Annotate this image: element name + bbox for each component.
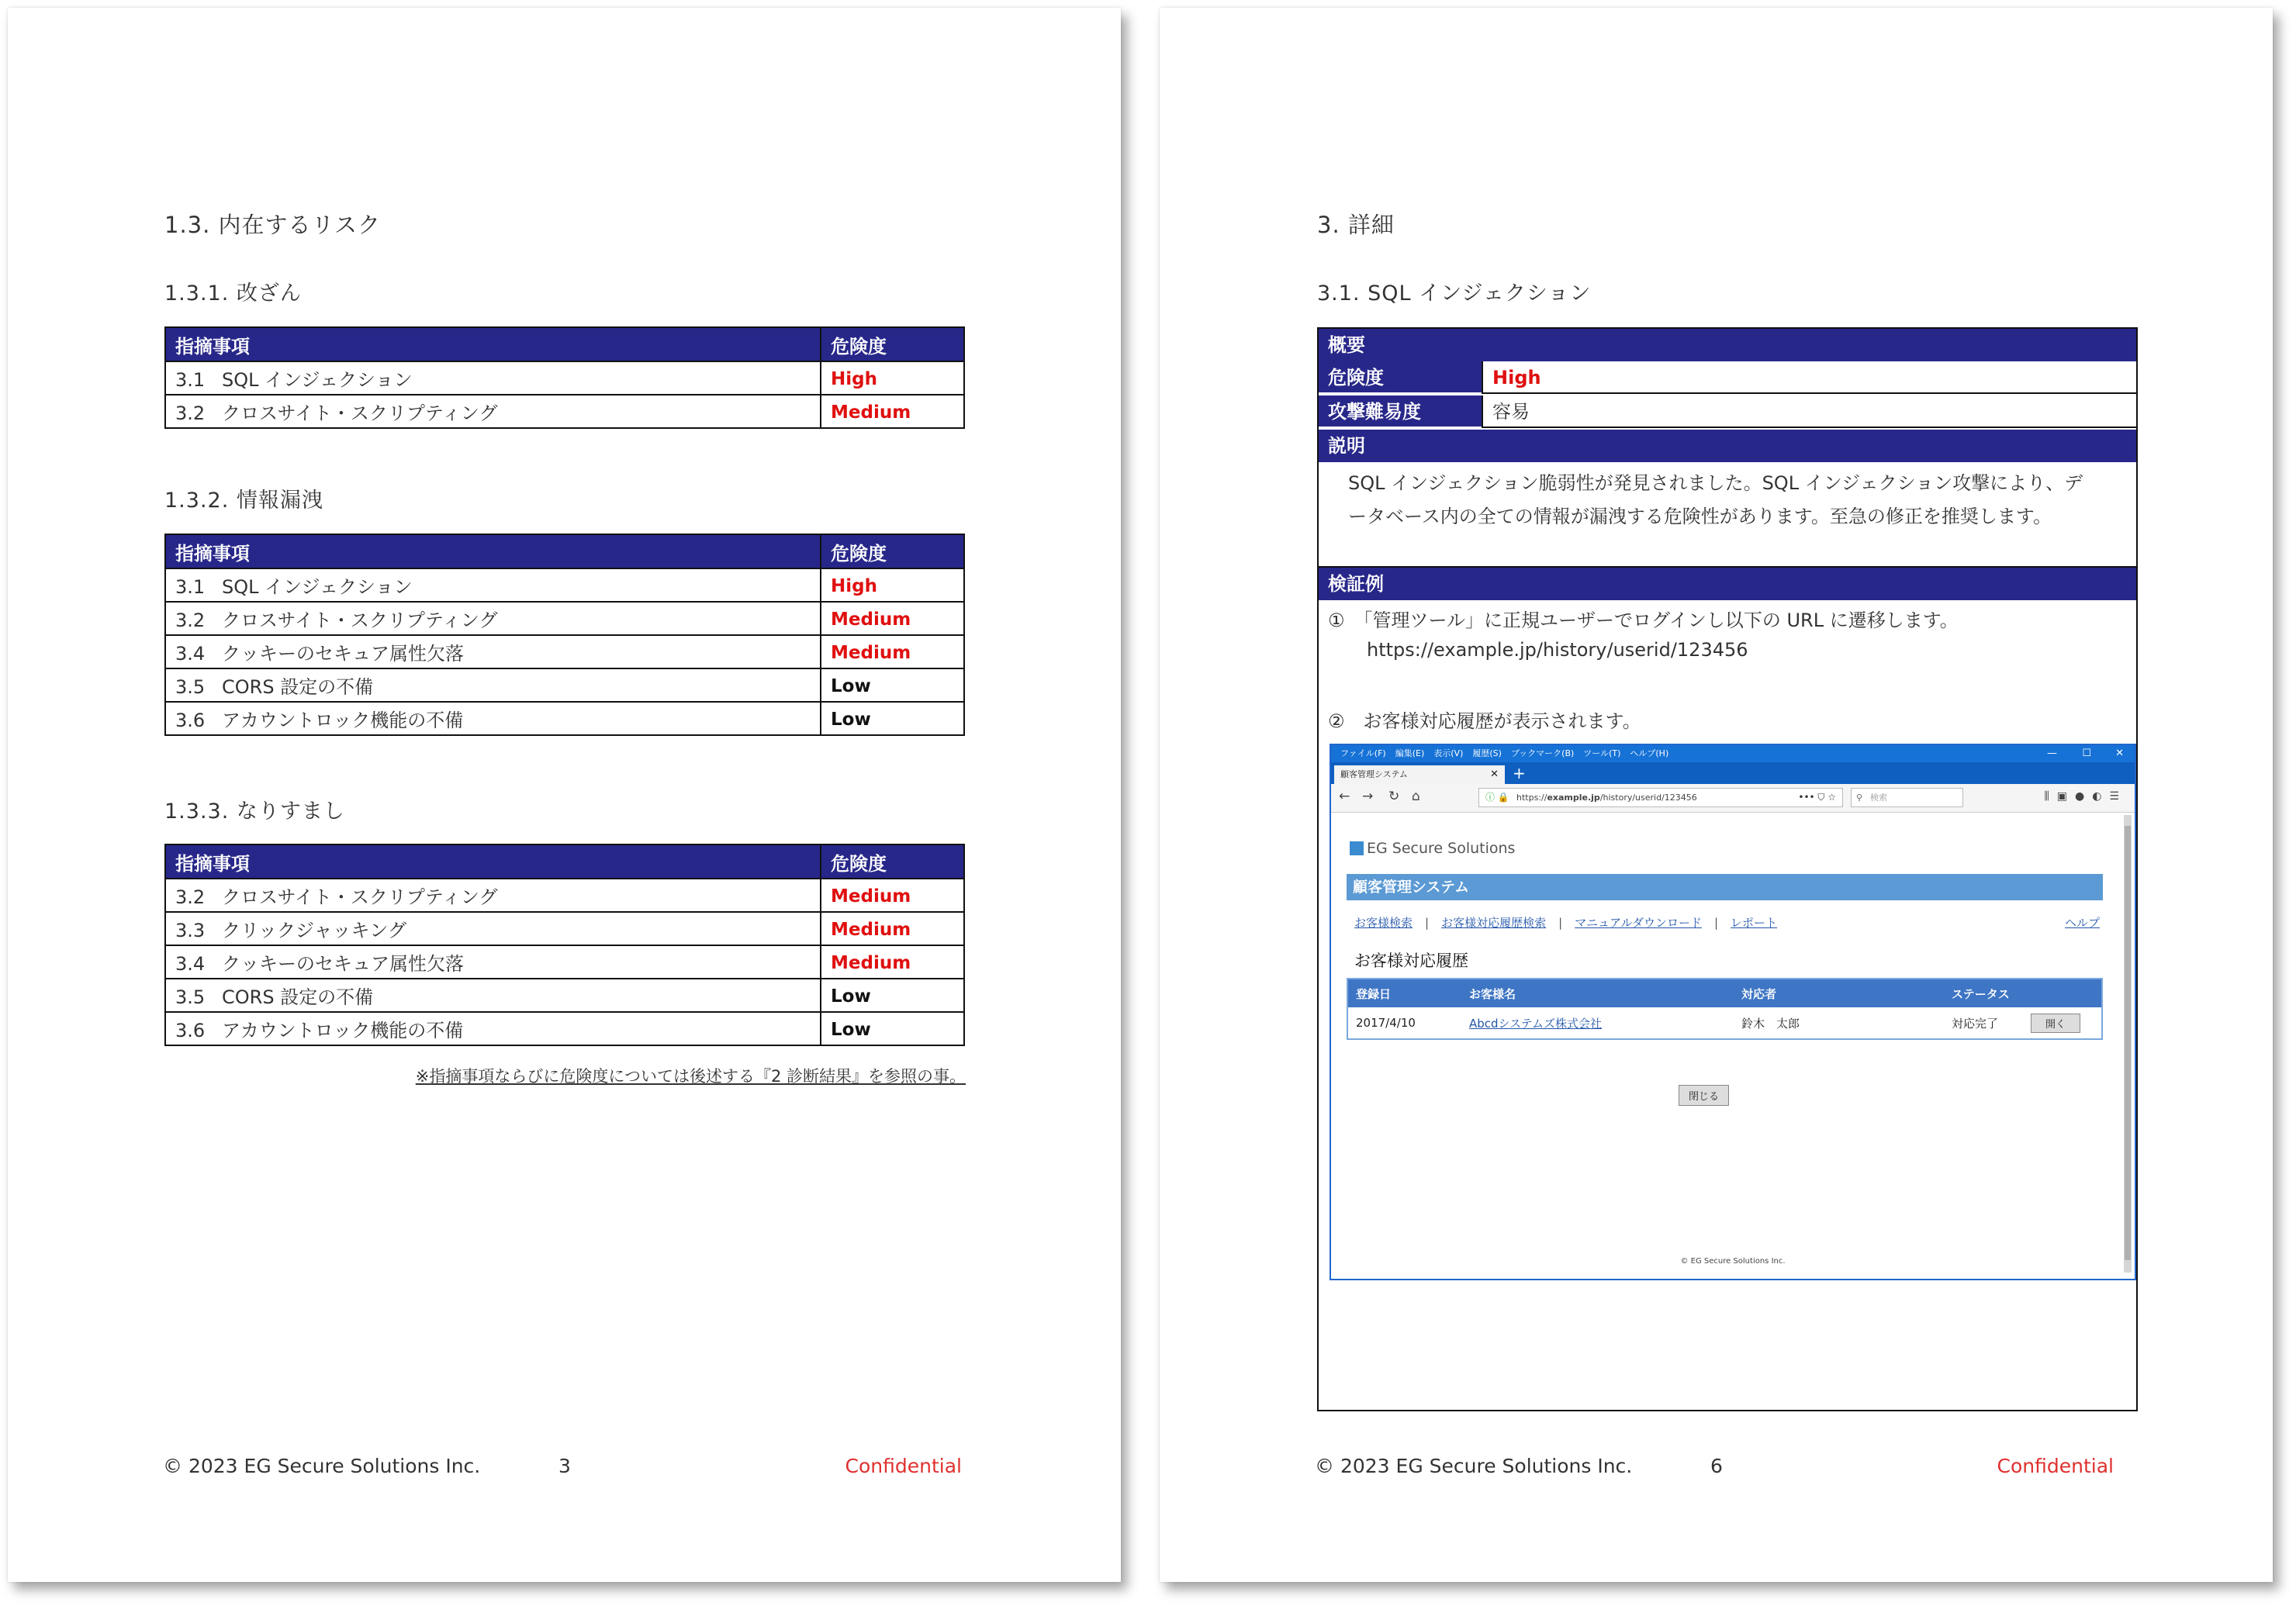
table-header-row <box>165 534 964 568</box>
help-link[interactable]: ヘルプ <box>2064 916 2100 930</box>
header-status: ステータス <box>1944 979 2023 1007</box>
table-row <box>165 361 964 395</box>
finding-number: 3.2 <box>175 610 206 631</box>
forward-icon[interactable]: → <box>1362 789 1374 804</box>
group-title-spoofing: 1.3.3. なりすまし <box>164 800 345 824</box>
finding-number: 3.5 <box>175 986 206 1008</box>
finding-cell <box>165 1012 821 1045</box>
browser-titlebar <box>1331 745 2135 762</box>
link-history-search[interactable]: お客様対応履歴検索 <box>1441 916 1547 930</box>
app-footer: © EG Secure Solutions Inc. <box>1680 1257 1786 1266</box>
table-row <box>165 945 964 979</box>
risk-table-tampering <box>164 326 965 429</box>
table-row <box>165 395 964 428</box>
maximize-icon[interactable]: ☐ <box>2082 748 2091 759</box>
severity-label: 危険度 <box>1319 361 1482 394</box>
browser-menu-item[interactable]: ファイル(F) <box>1340 748 1386 758</box>
table-row <box>165 668 964 702</box>
minimize-icon[interactable]: — <box>2047 748 2057 759</box>
company-logo <box>1350 840 1515 857</box>
severity-badge: Low <box>831 1019 871 1040</box>
finding-cell <box>165 635 821 668</box>
url-host: example.jp <box>1547 793 1600 803</box>
finding-label: クロスサイト・スクリプティング <box>222 402 498 424</box>
header-severity: 危険度 <box>821 844 964 879</box>
close-window-icon[interactable]: ✕ <box>2115 748 2124 759</box>
finding-cell <box>165 979 821 1012</box>
detail-box <box>1317 327 2138 1411</box>
step-1-url: https://example.jp/history/userid/123456 <box>1367 639 1748 661</box>
history-table <box>1347 978 2103 1040</box>
history-table-header <box>1347 979 2102 1007</box>
severity-cell <box>821 635 964 668</box>
logo-text: EG Secure Solutions <box>1367 840 1516 857</box>
subsection-title: 3.1. SQL インジェクション <box>1317 281 1592 306</box>
finding-cell <box>165 395 821 428</box>
severity-badge: Low <box>831 675 871 696</box>
link-manual-download[interactable]: マニュアルダウンロード <box>1575 916 1702 930</box>
table-row <box>165 979 964 1012</box>
lock-icon: ⓘ 🔒 <box>1485 792 1509 803</box>
app-nav-links <box>1354 914 1777 931</box>
severity-badge: Medium <box>831 952 911 973</box>
finding-label: クロスサイト・スクリプティング <box>222 886 498 908</box>
finding-label: クッキーのセキュア属性欠落 <box>222 953 464 975</box>
description-line-1: SQL インジェクション脆弱性が発見されました。SQL インジェクション攻撃により、デ <box>1348 472 2083 494</box>
section-title: 1.3. 内在するリスク <box>164 212 381 238</box>
severity-cell <box>821 395 964 428</box>
step-2-text: ② お客様対応履歴が表示されます。 <box>1328 710 1641 732</box>
description-header: 説明 <box>1319 430 2136 462</box>
finding-label: クリックジャッキング <box>222 920 406 941</box>
difficulty-value: 容易 <box>1482 395 2136 428</box>
close-button[interactable]: 閉じる <box>1679 1085 1729 1106</box>
severity-cell <box>821 602 964 635</box>
browser-menu-item[interactable]: 編集(E) <box>1395 748 1425 758</box>
finding-cell <box>165 912 821 945</box>
group-title-tampering: 1.3.1. 改ざん <box>164 281 302 306</box>
browser-menu-item[interactable]: ヘルプ(H) <box>1630 748 1669 758</box>
finding-cell <box>165 568 821 602</box>
browser-navbar <box>1331 784 2135 813</box>
table-row <box>1347 1007 2102 1039</box>
finding-label: アカウントロック機能の不備 <box>222 1020 464 1041</box>
url-bar[interactable] <box>1478 788 1843 807</box>
url-path: /history/userid/123456 <box>1599 793 1697 803</box>
finding-number: 3.4 <box>175 643 206 665</box>
reference-note: ※指摘事項ならびに危険度については後述する『2 診断結果』を参照の事。 <box>415 1067 966 1086</box>
row-customer-link[interactable]: Abcdシステムズ株式会社 <box>1469 1016 1603 1031</box>
finding-number: 3.2 <box>175 402 206 424</box>
severity-cell <box>821 668 964 702</box>
row-date: 2017/4/10 <box>1356 1016 1416 1030</box>
finding-label: CORS 設定の不備 <box>222 986 374 1008</box>
finding-cell <box>165 361 821 395</box>
finding-label: クロスサイト・スクリプティング <box>222 610 498 631</box>
browser-screenshot <box>1330 744 2136 1280</box>
finding-cell <box>165 945 821 979</box>
section-title: 3. 詳細 <box>1317 212 1395 238</box>
verification-header: 検証例 <box>1319 566 2136 600</box>
severity-badge: Medium <box>831 919 911 940</box>
risk-table-spoofing <box>164 844 965 1046</box>
footer-copyright: © 2023 EG Secure Solutions Inc. <box>163 1455 481 1477</box>
footer-copyright: © 2023 EG Secure Solutions Inc. <box>1315 1455 1633 1477</box>
severity-cell <box>821 912 964 945</box>
new-tab-icon[interactable]: + <box>1513 764 1526 782</box>
header-finding: 指摘事項 <box>165 844 821 879</box>
browser-tab[interactable] <box>1334 765 1505 784</box>
severity-cell <box>821 879 964 912</box>
header-date: 登録日 <box>1347 979 1461 1007</box>
footer-page-number: 3 <box>558 1455 571 1477</box>
severity-badge: Low <box>831 986 871 1007</box>
finding-number: 3.2 <box>175 886 206 908</box>
footer-confidential: Confidential <box>1997 1455 2114 1477</box>
table-row <box>165 635 964 668</box>
document-page-left <box>8 8 1121 1582</box>
footer-confidential: Confidential <box>845 1455 962 1477</box>
tab-close-icon[interactable]: ✕ <box>1490 768 1499 780</box>
row-staff: 鈴木 太郎 <box>1741 1016 1800 1031</box>
finding-number: 3.5 <box>175 676 206 698</box>
header-finding: 指摘事項 <box>165 534 821 568</box>
finding-label: アカウントロック機能の不備 <box>222 710 464 731</box>
severity-cell <box>821 361 964 395</box>
severity-badge: Low <box>831 709 871 730</box>
link-separator: | <box>1713 916 1719 930</box>
document-page-right <box>1160 8 2273 1582</box>
severity-cell <box>821 568 964 602</box>
url-prefix: https:// <box>1516 793 1547 803</box>
finding-number: 3.1 <box>175 369 206 391</box>
browser-menu-item[interactable]: ツール(T) <box>1583 748 1621 758</box>
table-row <box>165 912 964 945</box>
severity-badge: Medium <box>831 642 911 663</box>
logo-mark-icon <box>1350 841 1364 855</box>
severity-badge: Medium <box>831 609 911 630</box>
search-placeholder: 検索 <box>1870 793 1887 803</box>
severity-cell <box>821 945 964 979</box>
table-row <box>165 602 964 635</box>
overview-header: 概要 <box>1319 329 2136 361</box>
severity-cell <box>821 702 964 735</box>
header-customer: お客様名 <box>1461 979 1734 1007</box>
header-staff: 対応者 <box>1734 979 1944 1007</box>
group-title-leak: 1.3.2. 情報漏洩 <box>164 489 323 513</box>
table-header-row <box>165 327 964 361</box>
scrollbar-thumb[interactable] <box>2125 826 2131 1260</box>
browser-menu-item[interactable]: 履歴(S) <box>1472 748 1502 758</box>
step-1-text: ① 「管理ツール」に正規ユーザーでログインし以下の URL に遷移します。 <box>1328 610 1959 631</box>
browser-search-input[interactable] <box>1851 788 1963 807</box>
finding-cell <box>165 702 821 735</box>
link-separator: | <box>1425 916 1430 930</box>
severity-badge: High <box>831 368 877 389</box>
finding-label: SQL インジェクション <box>222 576 413 598</box>
finding-number: 3.6 <box>175 1020 206 1041</box>
finding-cell <box>165 602 821 635</box>
tab-title: 顧客管理システム <box>1340 769 1408 779</box>
link-customer-search[interactable]: お客様検索 <box>1354 916 1413 930</box>
header-action <box>2023 979 2102 1007</box>
severity-value: High <box>1482 361 2136 394</box>
finding-label: SQL インジェクション <box>222 369 413 391</box>
finding-number: 3.3 <box>175 920 206 941</box>
table-header-row <box>165 844 964 879</box>
severity-cell <box>821 979 964 1012</box>
difficulty-label: 攻撃難易度 <box>1319 395 1482 428</box>
severity-badge: High <box>831 575 877 596</box>
risk-table-leak <box>164 534 965 736</box>
browser-menu-item[interactable]: ブックマーク(B) <box>1510 748 1575 758</box>
url-action-icons[interactable]: ••• ⛉ ☆ <box>1798 792 1836 803</box>
link-separator: | <box>1558 916 1563 930</box>
open-button[interactable]: 開く <box>2031 1014 2080 1033</box>
table-row <box>165 568 964 602</box>
browser-tabbar <box>1331 762 2135 784</box>
toolbar-icons[interactable]: ⫼▣●◐☰ <box>2044 790 2127 803</box>
app-title-bar: 顧客管理システム <box>1347 874 2103 900</box>
header-finding: 指摘事項 <box>165 327 821 361</box>
reload-icon[interactable]: ↻ <box>1388 789 1400 804</box>
finding-label: クッキーのセキュア属性欠落 <box>222 643 464 665</box>
finding-number: 3.4 <box>175 953 206 975</box>
finding-label: CORS 設定の不備 <box>222 676 374 698</box>
table-row <box>165 879 964 912</box>
finding-cell <box>165 668 821 702</box>
severity-badge: Medium <box>831 886 911 907</box>
back-icon[interactable]: ← <box>1339 789 1350 804</box>
row-status: 対応完了 <box>1952 1016 1999 1031</box>
header-severity: 危険度 <box>821 327 964 361</box>
finding-number: 3.1 <box>175 576 206 598</box>
link-report[interactable]: レポート <box>1731 916 1778 930</box>
table-row <box>165 702 964 735</box>
header-severity: 危険度 <box>821 534 964 568</box>
severity-badge: Medium <box>831 402 911 423</box>
description-line-2: ータベース内の全ての情報が漏洩する危険性があります。至急の修正を推奨します。 <box>1348 506 2052 527</box>
severity-cell <box>821 1012 964 1045</box>
table-row <box>165 1012 964 1045</box>
footer-page-number: 6 <box>1710 1455 1723 1477</box>
finding-cell <box>165 879 821 912</box>
scrollbar[interactable] <box>2124 815 2132 1273</box>
finding-number: 3.6 <box>175 710 206 731</box>
home-icon[interactable]: ⌂ <box>1412 789 1420 804</box>
history-title: お客様対応履歴 <box>1354 952 1468 970</box>
browser-menu-item[interactable]: 表示(V) <box>1433 748 1464 758</box>
search-icon: ⚲ <box>1856 793 1863 803</box>
